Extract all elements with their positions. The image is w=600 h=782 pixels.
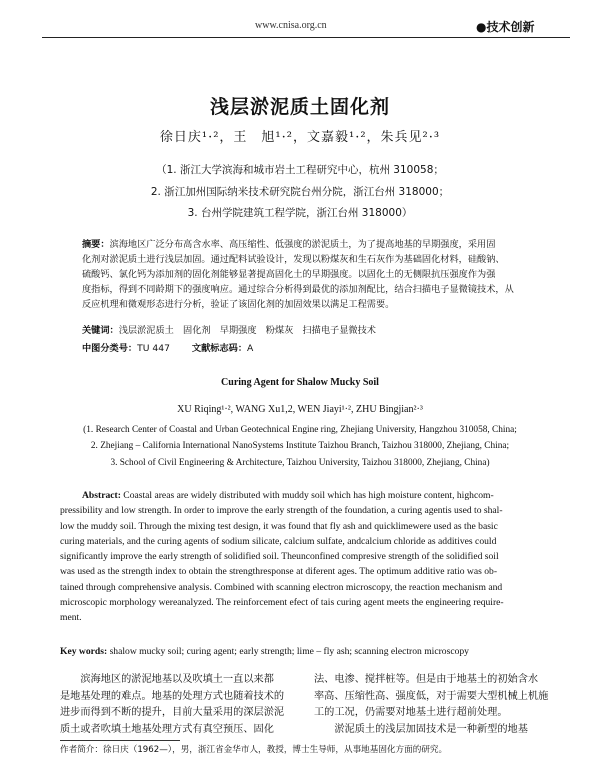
- header-site-url: www.cnisa.org.cn: [255, 20, 327, 31]
- affiliation-en-3: 3. School of Civil Engineering & Architecture, Taizhou University, Taizhou 318000, Zhejiang, China): [110, 458, 490, 468]
- body-line: 法、电渗、搅拌桩等。但是由于地基土的初始含水: [314, 674, 539, 685]
- paper-title-cn: 浅层淤泥质土固化剂: [209, 96, 390, 118]
- section-bullet-icon: ●: [476, 20, 487, 34]
- affiliation-cn-1: （1. 浙江大学滨海和城市岩土工程研究中心，杭州 310058；: [156, 164, 444, 176]
- abstract-en-line: low the muddy soil. Through the mixing test design, it was found that fly ash and quicklimewere used as the basic: [60, 520, 498, 532]
- paper-title-en: Curing Agent for Shalow Mucky Soil: [221, 377, 379, 388]
- authors-cn: 徐日庆¹·²，王 旭¹·²，文嘉毅¹·²，朱兵见²·³: [159, 130, 441, 145]
- body-line: 工的工况，仍需要对地基土进行超前处理。: [314, 707, 508, 718]
- abstract-cn-line: 化剂对淤泥质土进行浅层加固。通过配料试验设计，发现以粉煤灰和生石灰作为基础固化材料，硅酸钠、: [82, 254, 505, 265]
- affiliation-en-2: 2. Zhejiang – California International NanoSystems Institute Taizhou Branch, Taizhou 318000, Zhejiang, China;: [90, 441, 510, 451]
- doc-code-label: 文献标志码：: [191, 343, 248, 354]
- abstract-en-line: pressibility and low strength. In order to improve the early strength of the foundation, a curing agentis used to shal-: [60, 505, 503, 517]
- abstract-cn-label: 摘要：: [82, 239, 110, 250]
- abstract-en-line: curing materials, and the curing agents of sodium silicate, calcium sulfate, andcalcium chloride as additives could: [60, 535, 497, 547]
- body-column-left: [60, 672, 304, 738]
- abstract-en-label: Abstract:: [82, 490, 121, 501]
- body-line: 淤泥质土的浅层加固技术是一种新型的地基: [314, 723, 528, 735]
- abstract-cn: [82, 237, 552, 312]
- abstract-cn-text: 滨海地区广泛分布高含水率、高压缩性、低强度的淤泥质土，为了提高地基的早期强度，采用固: [109, 239, 496, 250]
- body-line: 滨海地区的淤泥地基以及吹填土一直以来都: [60, 674, 274, 685]
- keywords-cn-label: 关键词：: [82, 325, 119, 336]
- clc-value: TU 447: [137, 343, 170, 354]
- abstract-en-line: significantly improve the early strength of solidified soil. Theunconfined compresive strength of the solidified soil: [60, 551, 499, 563]
- keywords-en: [60, 646, 556, 657]
- footnote-rule: [60, 740, 180, 741]
- abstract-cn-line: [82, 237, 552, 252]
- abstract-cn-line: 度指标，得到不同龄期下的强度响应。通过综合分析得到最优的添加剂配比，结合扫描电子显微镜技术，从: [82, 284, 514, 295]
- clc-label: 中图分类号：: [82, 343, 138, 354]
- header-section-label: [476, 18, 535, 35]
- keywords-en-text: shalow mucky soil; curing agent; early strength; lime – fly ash; scanning electron microscopy: [107, 646, 469, 657]
- body-line: 率高、压缩性高、强度低，对于需要大型机械上机施: [314, 690, 549, 702]
- abstract-en-text: Coastal areas are widely distributed with muddy soil which has high moisture content, highcom-: [120, 490, 494, 501]
- authors-en: XU Riqing¹·², WANG Xu1,2, WEN Jiayi¹·², ZHU Bingjian²·³: [177, 404, 423, 415]
- body-line: 是地基处理的难点。地基的处理方式也随着技术的: [60, 690, 285, 702]
- affiliation-cn-3: 3. 台州学院建筑工程学院，浙江台州 318000）: [187, 207, 413, 219]
- abstract-cn-line: 硫酸钙、氯化钙为添加剂的固化剂能够显著提高固化土的早期强度。以固化土的无侧限抗压强度作为强: [82, 269, 496, 280]
- header-rule: [42, 37, 570, 38]
- affiliation-en-1: (1. Research Center of Coastal and Urban Geotechnical Engine ring, Zhejiang University, Hangzhou 310058, China;: [83, 425, 517, 435]
- abstract-cn-line: 反应机理和微观形态进行分析，验证了该固化剂的加固效果以满足工程需要。: [82, 299, 395, 310]
- body-line: 质土或者吹填土地基处理方式有真空预压、固化: [60, 723, 274, 735]
- classification-line: [82, 340, 253, 354]
- keywords-cn: [82, 322, 376, 336]
- keywords-en-label: Key words:: [60, 646, 108, 657]
- affiliation-cn-2: 2. 浙江加州国际纳米技术研究院台州分院，浙江台州 318000；: [150, 186, 450, 198]
- body-column-right: [314, 672, 558, 738]
- body-line: 进步而得到不断的提升，目前大量采用的深层淤泥: [60, 707, 285, 718]
- doc-code-value: A: [247, 343, 254, 354]
- abstract-en: [60, 488, 556, 626]
- abstract-en-line: ment.: [60, 612, 82, 624]
- abstract-en-line: was used as the strength index to obtain the strengthresponse at diferent ages. The optimum additive ratio was ob-: [60, 566, 498, 578]
- abstract-en-line: [60, 488, 556, 503]
- keywords-cn-text: 浅层淤泥质土 固化剂 早期强度 粉煤灰 扫描电子显微技术: [118, 325, 376, 336]
- abstract-en-line: microscopic morphology wereanalyzed. The reinforcement efect of tais curing agent meets the engineering require-: [60, 597, 504, 609]
- author-footnote: 作者简介：徐日庆（1962—），男，浙江省金华市人，教授，博士生导师，从事地基固化方面的研究。: [60, 745, 448, 755]
- section-name: 技术创新: [486, 20, 535, 34]
- abstract-en-line: tained through comprehensive analysis. Combined with scanning electron microscopy, the reaction mechanism and: [60, 581, 503, 593]
